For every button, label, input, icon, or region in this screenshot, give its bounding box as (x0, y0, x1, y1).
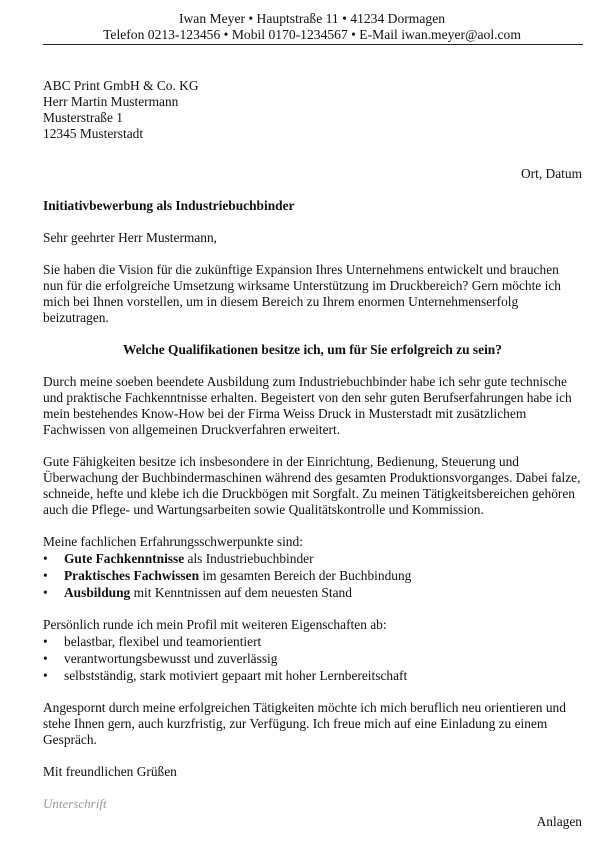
bullet-icon: • (43, 651, 48, 666)
list-item (43, 633, 582, 650)
bullet-icon: • (43, 668, 48, 683)
training-paragraph: Durch meine soeben beendete Ausbildung zum Industriebuchbinder habe ich sehr gute technische und praktische Fachkenntnisse erhalten. Begeistert von den sehr guten Berufserfahrungen habe ich mein bestehendes Know-How bei der Firma Weiss Druck in Musterstadt mit zusätzlichem Fachwissen von allgemeinen Druckverfahren erweitert. (43, 374, 572, 437)
bullet-icon: • (43, 634, 48, 649)
letterhead (42, 0, 582, 43)
profile-list (43, 633, 582, 684)
list-item (43, 667, 582, 684)
bullet-icon: • (43, 585, 48, 600)
focus-item-text: als Industriebuchbinder (184, 551, 314, 566)
intro-paragraph: Sie haben die Vision für die zukünftige Expansion Ihres Unternehmens entwickelt und brauchen nun für die erfolgreiche Umsetzung wirksame Unterstützung im Druckbereich? Gern möchte ich mich bei Ihnen vorstellen, um in diesem Bereich zu Ihrem enormen Unternehmenserfolg beizutragen. (43, 262, 561, 325)
qualification-heading: Welche Qualifikationen besitze ich, um für Sie erfolgreich zu sein? (123, 342, 502, 357)
closing-paragraph: Angespornt durch meine erfolgreichen Tätigkeiten möchte ich mich beruflich neu orientieren und stehe Ihnen gern, auch kurzfristig, zur Verfügung. Ich freue mich auf eine Einladung zu einem Gespräch. (43, 700, 566, 747)
list-item (43, 584, 582, 601)
profile-item-text: verantwortungsbewusst und zuverlässig (64, 651, 278, 666)
recipient-address (43, 78, 582, 142)
focus-item-bold: Gute Fachkenntnisse (64, 551, 185, 566)
recipient-street: Musterstraße 1 (43, 110, 123, 125)
skills-paragraph: Gute Fähigkeiten besitze ich insbesondere in der Einrichtung, Bedienung, Steuerung und Überwachung der Buchbindermaschinen während des gesamten Produktionsvorganges. Dabei falze, schneide, hefte und klebe ich die Druckbögen mit Sorgfalt. Zu meinen Tätigkeitsbereichen gehören auch die Pflege- und Wartungsarbeiten sowie Qualitätskontrolle und Kommission. (43, 454, 581, 517)
attachments-label: Anlagen (536, 814, 582, 829)
focus-list (43, 550, 582, 601)
focus-intro: Meine fachlichen Erfahrungsschwerpunkte sind: (43, 534, 303, 549)
place-date: Ort, Datum (521, 166, 582, 181)
farewell: Mit freundlichen Grüßen (43, 764, 177, 779)
profile-intro: Persönlich runde ich mein Profil mit weiteren Eigenschaften ab: (43, 617, 387, 632)
list-item (43, 550, 582, 567)
focus-item-bold: Ausbildung (64, 585, 131, 600)
focus-item-text: im gesamten Bereich der Buchbindung (199, 568, 412, 583)
letterhead-divider (43, 44, 583, 45)
list-item (43, 650, 582, 667)
profile-item-text: belastbar, flexibel und teamorientiert (64, 634, 262, 649)
signature-placeholder: Unterschrift (43, 796, 107, 811)
bullet-icon: • (43, 568, 48, 583)
list-item (43, 567, 582, 584)
focus-item-bold: Praktisches Fachwissen (64, 568, 200, 583)
bullet-icon: • (43, 551, 48, 566)
salutation: Sehr geehrter Herr Mustermann, (43, 230, 218, 245)
subject-line: Initiativbewerbung als Industriebuchbinder (43, 198, 295, 213)
recipient-city: 12345 Musterstadt (43, 126, 144, 141)
focus-item-text: mit Kenntnissen auf dem neuesten Stand (130, 585, 352, 600)
profile-item-text: selbstständig, stark motiviert gepaart mit hoher Lernbereitschaft (64, 668, 408, 683)
recipient-person: Herr Martin Mustermann (43, 94, 179, 109)
sender-contact: Telefon 0213-123456 • Mobil 0170-1234567 • E-Mail iwan.meyer@aol.com (103, 27, 521, 42)
recipient-company: ABC Print GmbH & Co. KG (43, 78, 199, 93)
sender-address: Iwan Meyer • Hauptstraße 11 • 41234 Dormagen (178, 11, 446, 26)
